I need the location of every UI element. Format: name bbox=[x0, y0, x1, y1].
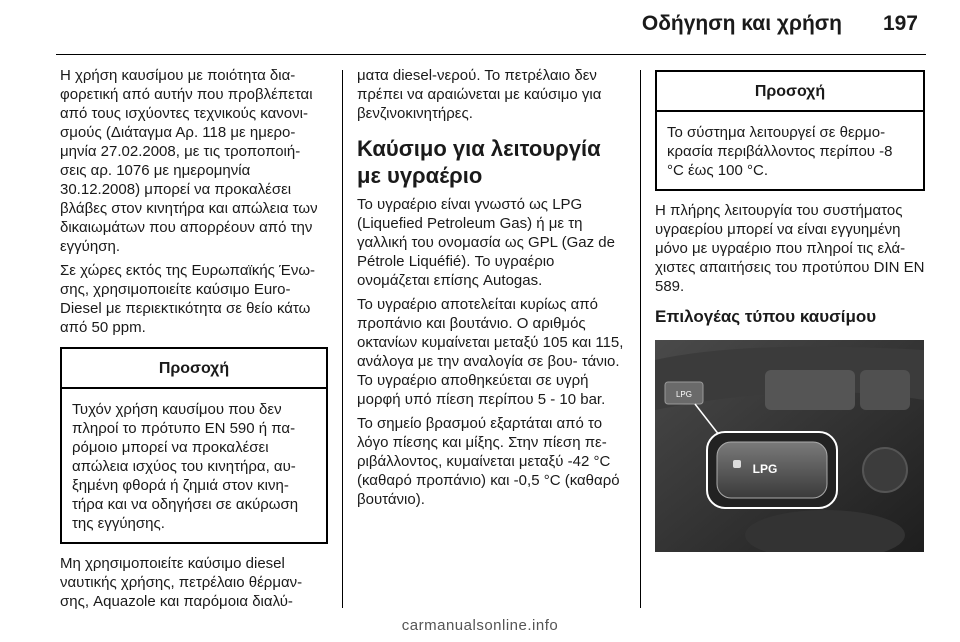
paragraph-din-en-589: Η πλήρης λειτουργία του συστήματος υγραερίου μπορεί να είναι εγγυημένη μόνο με υγραέριο που πληροί τις ελά- χιστες απαιτήσεις του προτύπου DIN EN 589. bbox=[655, 202, 925, 295]
header-rule bbox=[56, 54, 926, 55]
watermark: carmanualsonline.info bbox=[401, 617, 559, 634]
column-2 bbox=[357, 66, 627, 514]
column-divider-2 bbox=[640, 70, 641, 608]
paragraph-boiling-point: Το σημείο βρασμού εξαρτάται από το λόγο πίεσης και μίξης. Στην πίεση πε- ριβάλλοντος, κυμαίνεται μεταξύ -42 °C (καθαρό προπάνιο) και -0,5 °C (καθαρό βουτάνιο). bbox=[357, 415, 620, 508]
paragraph-lpg-composition: Το υγραέριο αποτελείται κυρίως από προπάνιο και βουτάνιο. Ο αριθμός οκτανίων κυμαίνεται μεταξύ 105 και 115, ανάλογα με την αναλογία σε βου- τάνιο. Το υγραέριο αποθηκεύεται σε υγρή μορφή υπό πίεση περίπου 5 - 10 bar. bbox=[357, 296, 624, 408]
caution-title: Προσοχή bbox=[657, 72, 923, 112]
small-lpg-label: LPG bbox=[675, 390, 693, 399]
paragraph-diesel-water: ματα diesel-νερού. Το πετρέλαιο δεν πρέπει να αραιώνεται με καύσιμο για βενζινοκινητήρες. bbox=[357, 67, 602, 122]
lpg-button-figure bbox=[655, 340, 924, 552]
paragraph-lpg-intro: Το υγραέριο είναι γνωστό ως LPG (Liquefied Petroleum Gas) ή με τη γαλλική του ονομασία ως GPL (Gaz de Pétrole Liquéfié). Το υγραέριο ονομάζεται επίσης Autogas. bbox=[357, 196, 615, 289]
paragraph-euro-diesel: Σε χώρες εκτός της Ευρωπαϊκής Ένω- σης, χρησιμοποιείτε καύσιμο Euro- Diesel με περιεκτικότητα σε θείο κάτω από 50 ppm. bbox=[60, 262, 316, 336]
dashboard-illustration bbox=[655, 340, 924, 552]
paragraph-fuel-quality: Η χρήση καυσίμου με ποιότητα δια- φορετική από αυτήν που προβλέπεται από τους ισχύοντες τεχνικούς κανονι- σμούς (Διάταγμα Αρ. 118 με ημερο- μηνία 27.02.2008, με τις τροποποιή- σεις αρ. 1076 με ημερομηνία 30.12.2008) μπορεί να προκαλέσει βλάβες στον κινητήρα και απώλεια των δικαιωμάτων που απορρέουν από την εγγύηση. bbox=[60, 67, 318, 255]
caution-body: Το σύστημα λειτουργεί σε θερμο- κρασία περιβάλλοντος περίπου -8 °C έως 100 °C. bbox=[667, 124, 893, 179]
paragraph-marine-diesel: Μη χρησιμοποιείτε καύσιμο diesel ναυτικής χρήσης, πετρέλαιο θέρμαν- σης, Aquazole και παρόμοια διαλύ- bbox=[60, 555, 303, 610]
big-lpg-label: LPG bbox=[752, 462, 778, 476]
caution-box bbox=[60, 347, 328, 544]
heading-lpg-fuel: Καύσιμο για λειτουργία με υγραέριο bbox=[357, 136, 601, 188]
caution-body: Τυχόν χρήση καυσίμου που δεν πληροί το πρότυπο EN 590 ή πα- ρόμοιο μπορεί να προκαλέσει απώλεια ισχύος του κινητήρα, αυ- ξημένη φθορά ή ζημιά στον κινη- τήρα και να οδηγήσει σε ακύρωση της εγγύησης. bbox=[72, 401, 299, 532]
heading-fuel-selector: Επιλογέας τύπου καυσίμου bbox=[655, 307, 877, 326]
page-number: 197 bbox=[882, 12, 918, 35]
column-divider-1 bbox=[342, 70, 343, 608]
caution-title: Προσοχή bbox=[62, 349, 326, 389]
page-header bbox=[0, 0, 960, 56]
column-3 bbox=[655, 66, 925, 552]
section-title: Οδήγηση και χρήση bbox=[641, 12, 842, 35]
column-1 bbox=[60, 66, 328, 616]
caution-box-temperature bbox=[655, 70, 925, 191]
